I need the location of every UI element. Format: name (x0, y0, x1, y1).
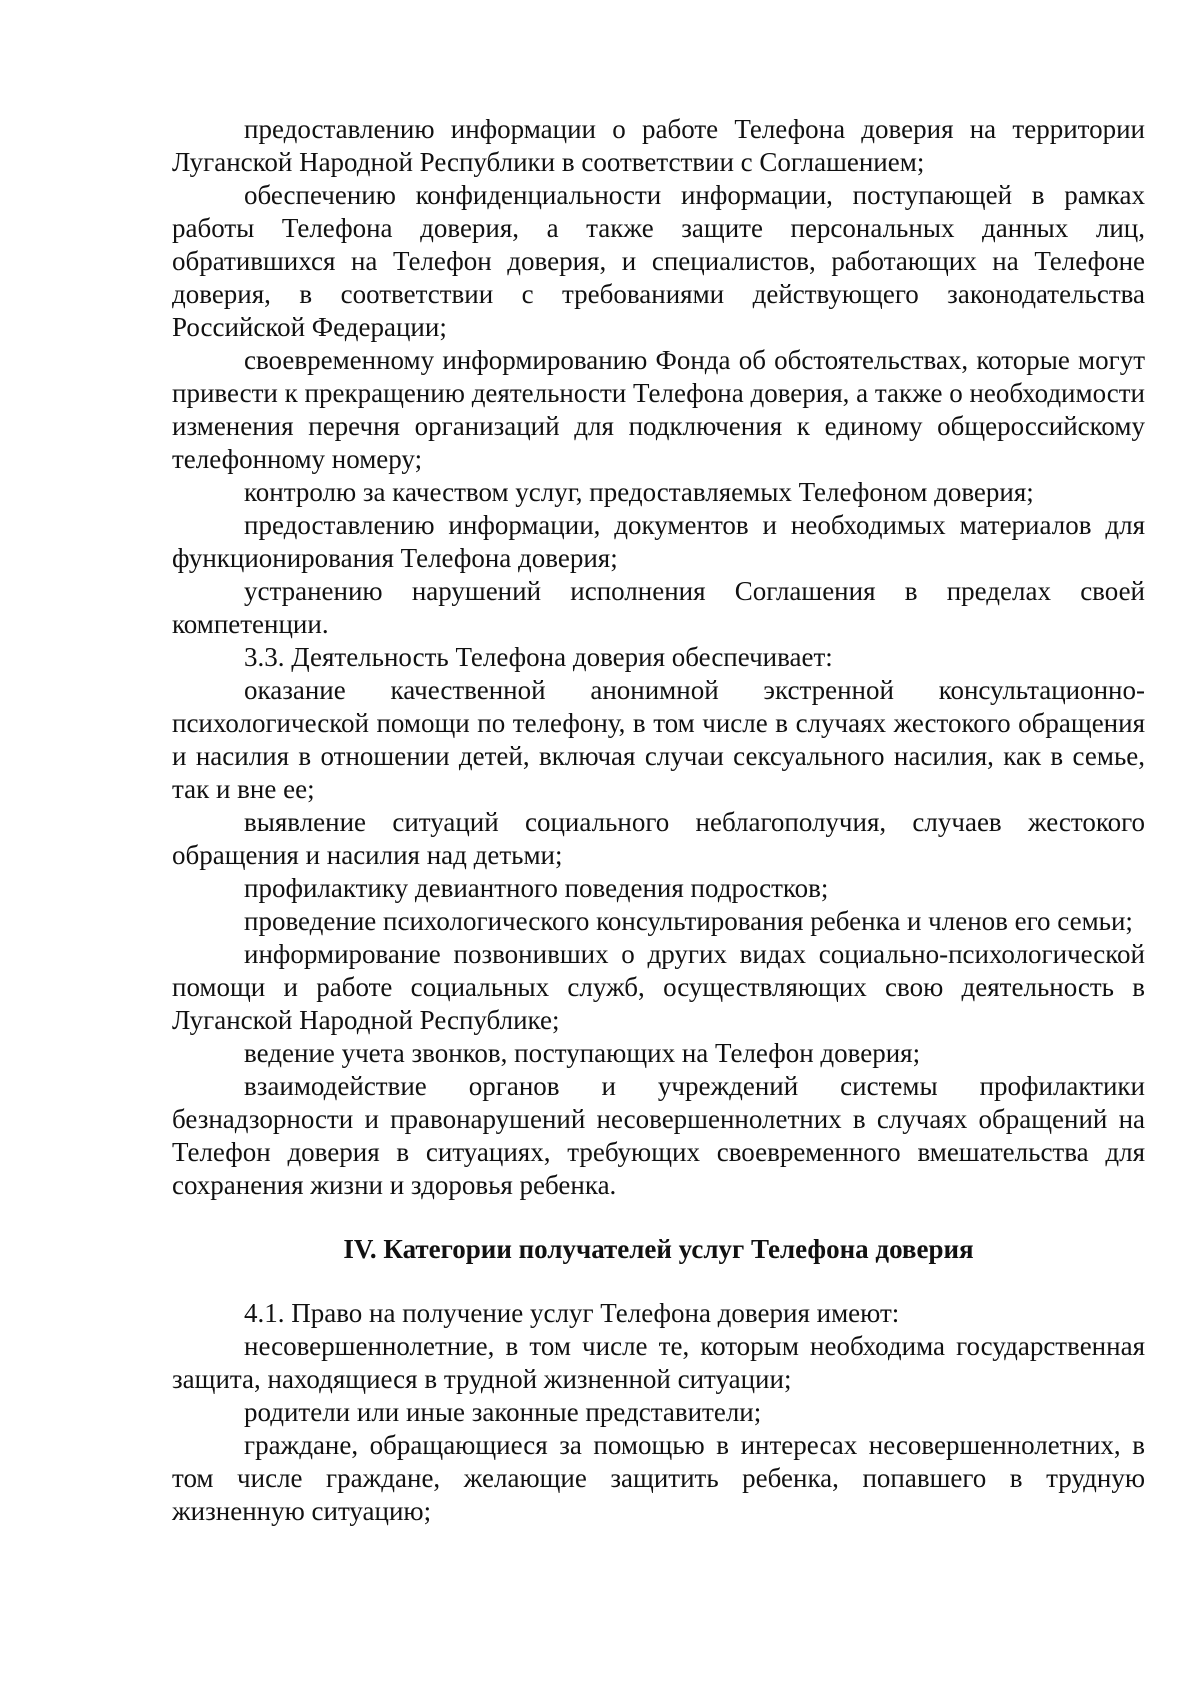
paragraph-call-records: ведение учета звонков, поступающих на Телефон доверия; (244, 1038, 921, 1068)
paragraph-minors: несовершеннолетние, в том числе те, которым необходима государственная защита, находящиеся в трудной жизненной ситуации; (172, 1331, 1145, 1394)
paragraph-psych-help: оказание качественной анонимной экстренной консультационно-психологической помощи по телефону, в том числе в случаях жестокого обращения и насилия в отношении детей, включая случаи сексуального насилия, как в семье, так и вне ее; (172, 675, 1145, 804)
paragraph-prevention: профилактику девиантного поведения подростков; (244, 873, 829, 903)
paragraph-fund-informing: своевременному информированию Фонда об обстоятельствах, которые могут привести к прекращению деятельности Телефона доверия, а также о необходимости изменения перечня организаций для подключения к единому общероссийскому телефонному номеру; (172, 345, 1145, 474)
paragraph-info-territory: предоставлению информации о работе Телефона доверия на территории Луганской Народной Республики в соответствии с Соглашением; (172, 114, 1145, 177)
paragraph-citizens: граждане, обращающиеся за помощью в интересах несовершеннолетних, в том числе граждане, желающие защитить ребенка, попавшего в трудную жизненную ситуацию; (172, 1430, 1145, 1526)
paragraph-informing-callers: информирование позвонивших о других видах социально-психологической помощи и работе социальных служб, осуществляющих свою деятельность в Луганской Народной Республике; (172, 939, 1145, 1035)
document-page (172, 113, 1145, 1528)
section-heading: IV. Категории получателей услуг Телефона доверия (343, 1234, 974, 1264)
paragraph-materials: предоставлению информации, документов и необходимых материалов для функционирования Телефона доверия; (172, 510, 1145, 573)
paragraph-detection: выявление ситуаций социального неблагополучия, случаев жестокого обращения и насилия над детьми; (172, 807, 1145, 870)
paragraph-counseling: проведение психологического консультирования ребенка и членов его семьи; (244, 906, 1133, 936)
paragraph-confidentiality: обеспечению конфиденциальности информации, поступающей в рамках работы Телефона доверия, а также защите персональных данных лиц, обратившихся на Телефон доверия, и специалистов, работающих на Телефоне доверия, в соответствии с требованиями действующего законодательства Российской Федерации; (172, 180, 1145, 342)
paragraph-clause-4-1: 4.1. Право на получение услуг Телефона доверия имеют: (244, 1298, 900, 1328)
paragraph-interaction: взаимодействие органов и учреждений системы профилактики безнадзорности и правонарушений несовершеннолетних в случаях обращений на Телефон доверия в ситуациях, требующих своевременного вмешательства для сохранения жизни и здоровья ребенка. (172, 1071, 1145, 1200)
paragraph-quality-control: контролю за качеством услуг, предоставляемых Телефоном доверия; (244, 477, 1034, 507)
paragraph-parents: родители или иные законные представители; (244, 1397, 762, 1427)
paragraph-violations: устранению нарушений исполнения Соглашения в пределах своей компетенции. (172, 576, 1145, 639)
paragraph-clause-3-3: 3.3. Деятельность Телефона доверия обеспечивает: (244, 642, 833, 672)
